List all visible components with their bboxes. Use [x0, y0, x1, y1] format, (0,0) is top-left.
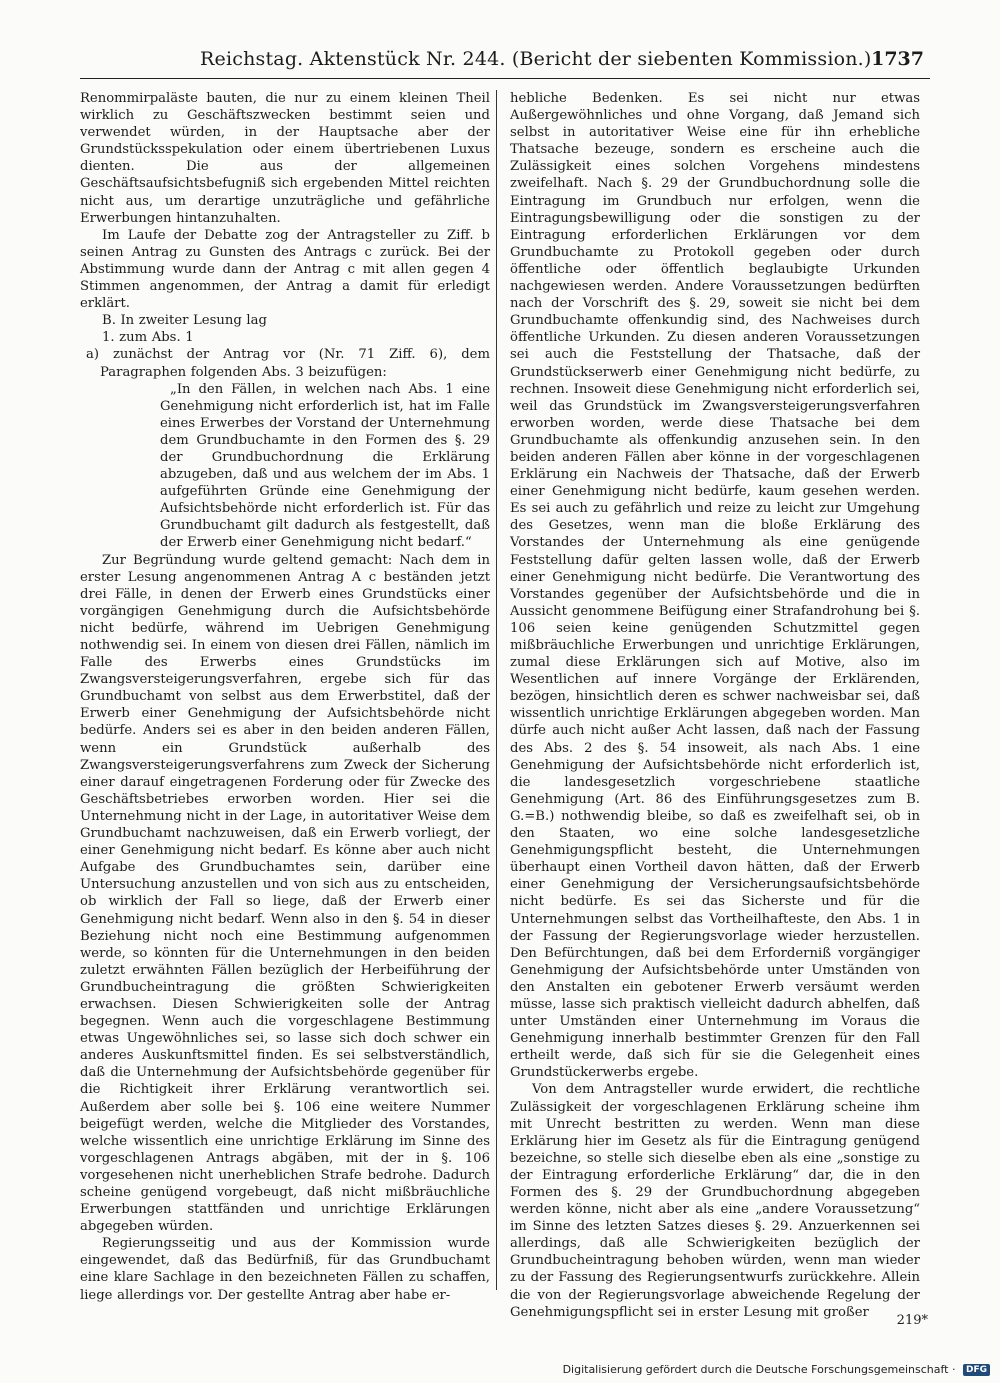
page-header	[80, 46, 930, 79]
paragraph: Im Laufe der Debatte zog der Antragsteller zu Ziff. b seinen Antrag zu Gunsten des Antrags c zurück. Bei der Abstimmung wurde dann der Antrag c mit allen gegen 4 Stimmen angenommen, der Antrag a damit für erledigt erklärt.	[80, 227, 490, 312]
right-column	[510, 90, 920, 1320]
paragraph: Von dem Antragsteller wurde erwidert, die rechtliche Zulässigkeit der vorgeschlagenen Erklärung scheine ihm mit Unrecht bestritten zu werden. Wenn man diese Erklärung hier im Gesetz als für die Eintragung genügend bezeichne, so stelle sich dieselbe eben als eine „sonstige zu der Eintragung erforderliche Erklärung“ dar, die in den Formen des §. 29 der Grundbuchordnung abgegeben werden könne, nicht aber als eine „andere Voraussetzung“ im Sinne des letzten Satzes dieses §. 29. Anzuerkennen sei allerdings, daß alle Schwierigkeiten bezüglich der Grundbucheintragung behoben würden, wenn man wieder zu der Fassung des Regierungsentwurfs zurückkehre. Allein die von der Regierungsvorlage abweichende Regelung der Genehmigungspflicht sei in erster Lesung mit großer	[510, 1082, 920, 1320]
left-column	[80, 90, 490, 1310]
running-title: Reichstag. Aktenstück Nr. 244. (Bericht der siebenten Kommission.)	[200, 48, 872, 70]
sheet-signature: 219*	[896, 1313, 928, 1328]
paragraph: hebliche Bedenken. Es sei nicht nur etwas Außergewöhnliches und ohne Vorgang, daß Jemand sich selbst in autoritativer Weise eine für ihn erhebliche Thatsache bezeuge, sondern es erscheine auch die Zulässigkeit eines solchen Vorgehens mindestens zweifelhaft. Nach §. 29 der Grundbuchordnung solle die Eintragung im Grundbuch nur erfolgen, wenn die Eintragungsbewilligung oder die sonstigen zu der Eintragung erforderlichen Erklärungen vor dem Grundbuchamte zu Protokoll gegeben oder durch öffentliche oder öffentlich beglaubigte Urkunden nachgewiesen werden. Andere Voraussetzungen bedürften nach der Vorschrift des §. 29, soweit sie nicht bei dem Grundbuchamte offenkundig sind, des Nachweises durch öffentliche Urkunden. Zu diesen anderen Voraussetzungen sei auch die Feststellung der Thatsache, daß der Grundstückserwerb einer Genehmigung nicht bedürfe, zu rechnen. Insoweit diese Genehmigung nicht erforderlich sei, weil das Grundstück im Zwangsversteigerungsverfahren erworben worden, werde diese Thatsache bei dem Grundbuchamte als offenkundig anzusehen sein. In den beiden anderen Fällen aber könne in der vorgeschlagenen Erklärung ein Nachweis der Thatsache, daß der Erwerb einer Genehmigung nicht bedürfe, kaum gesehen werden. Es sei auch zu gefährlich und reize zu leicht zur Umgehung des Gesetzes, wenn man die bloße Erklärung des Vorstandes der Unternehmung als eine genügende Feststellung dafür gelten lassen wolle, daß der Erwerb einer Genehmigung nicht bedürfe. Die Verantwortung des Vorstandes gegenüber der Aufsichtsbehörde und die in Aussicht genommene Beifügung einer Strafandrohung bei §. 106 seien keine genügenden Schutzmittel gegen mißbräuchliche Erwerbungen und unrichtige Erklärungen, zumal diese Erklärungen sich auf Motive, also im Wesentlichen auf innere Vorgänge der Erklärenden, bezögen, hinsichtlich deren es schwer nachweisbar sei, daß wissentlich unrichtige Erklärungen abgegeben worden. Man dürfe auch nicht außer Acht lassen, daß nach der Fassung des Abs. 2 des §. 54 insoweit, als nach Abs. 1 eine Genehmigung der Aufsichtsbehörde nicht erforderlich ist, die landesgesetzlich vorgeschriebene staatliche Genehmigung (Art. 86 des Einführungsgesetzes zum B. G.=B.) nothwendig bleibe, so daß es zweifelhaft sei, ob in den Staaten, wo eine solche landesgesetzliche Genehmigungspflicht besteht, die Unternehmungen überhaupt einen Vortheil davon hätten, daß der Erwerb einer Genehmigung der Versicherungsaufsichtsbehörde nicht bedürfe. Es sei das Sicherste und für die Unternehmungen selbst das Vortheilhafteste, den Abs. 1 in der Fassung der Regierungsvorlage wieder herzustellen. Den Befürchtungen, daß bei dem Erforderniß vorgängiger Genehmigung der Aufsichtsbehörde unter Umständen von den Anstalten ein gebotener Erwerb versäumt werden müsse, lasse sich praktisch vielleicht dadurch abhelfen, daß unter Umständen einer Unternehmung im Voraus die Genehmigung innerhalb bestimmter Grenzen für den Fall ertheilt werde, daß sich für sie die Gelegenheit eines Grundstückerwerbs ergebe.	[510, 91, 920, 1081]
paragraph: Renommirpaläste bauten, die nur zu einem kleinen Theil wirklich zu Geschäftszwecken bestimmt seien und verwendet würden, in der Hauptsache aber der Grundstücksspekulation oder einem übertriebenen Luxus dienten. Die aus der allgemeinen Geschäftsaufsichtsbefugniß sich ergebenden Mittel reichten nicht aus, um derartige unzuträgliche und gefährliche Erwerbungen hintanzuhalten.	[80, 91, 490, 226]
footer-text: Digitalisierung gefördert durch die Deutsche Forschungsgemeinschaft ·	[562, 1363, 956, 1376]
page-number: 1737	[871, 48, 924, 70]
column-divider	[496, 90, 497, 1290]
quoted-paragraph: „In den Fällen, in welchen nach Abs. 1 eine Genehmigung nicht erforderlich ist, hat im Falle eines Erwerbes der Vorstand der Unternehmung dem Grundbuchamte in den Formen des §. 29 der Grundbuchordnung die Erklärung abzugeben, daß und aus welchem der im Abs. 1 aufgeführten Gründe eine Genehmigung der Aufsichtsbehörde nicht erforderlich ist. Für das Grundbuchamt gilt dadurch als festgestellt, daß der Erwerb einer Genehmigung nicht bedarf.“	[160, 381, 490, 551]
dfg-logo: DFG	[963, 1364, 990, 1376]
sub-item: a) zunächst der Antrag vor (Nr. 71 Ziff. 6), dem Paragraphen folgenden Abs. 3 beizufügen:	[86, 347, 490, 380]
list-item: 1. zum Abs. 1	[102, 330, 194, 346]
paragraph: Regierungsseitig und aus der Kommission wurde eingewendet, daß das Bedürfniß, für das Grundbuchamt eine klare Sachlage in den bezeichneten Fällen zu schaffen, liege allerdings vor. Der gestellte Antrag aber habe er-	[80, 1236, 490, 1303]
footer-credit	[560, 1363, 990, 1379]
section-heading: B. In zweiter Lesung lag	[102, 313, 267, 329]
paragraph: Zur Begründung wurde geltend gemacht: Nach dem in erster Lesung angenommenen Antrag A c beständen jetzt drei Fälle, in denen der Erwerb eines Grundstücks einer vorgängigen Genehmigung durch die Aufsichtsbehörde nicht bedürfe, während im Uebrigen Genehmigung nothwendig sei. In einem von diesen drei Fällen, nämlich im Falle des Erwerbs eines Grundstücks im Zwangsversteigerungsverfahren, ergebe sich für das Grundbuchamt von selbst aus dem Erwerbstitel, daß der Erwerb einer Genehmigung der Aufsichtsbehörde nicht bedürfe. Anders sei es aber in den beiden anderen Fällen, wenn ein Grundstück außerhalb des Zwangsversteigerungsverfahrens zum Zweck der Sicherung einer darauf eingetragenen Forderung oder für Zwecke des Geschäftsbetriebes erworben worden. Hier sei die Unternehmung nicht in der Lage, in autoritativer Weise dem Grundbuchamt nachzuweisen, daß ein Erwerb vorliegt, der einer Genehmigung nicht bedarf. Es könne aber auch nicht Aufgabe des Grundbuchamtes sein, darüber eine Untersuchung anzustellen und von sich aus zu entscheiden, ob wirklich der Fall so liege, daß der Erwerb einer Genehmigung nicht bedarf. Wenn also in den §. 54 in dieser Beziehung nicht noch eine Bestimmung aufgenommen werde, so könnten für die Unternehmungen in den beiden zuletzt erwähnten Fällen bezüglich der Herbeiführung der Grundbucheintragung die größten Schwierigkeiten erwachsen. Diesen Schwierigkeiten solle der Antrag begegnen. Wenn auch die vorgeschlagene Bestimmung etwas Ungewöhnliches sei, so lasse sich doch schwer ein anderes Auskunftsmittel finden. Es sei selbstverständlich, daß die Unternehmung der Aufsichtsbehörde gegenüber für die Richtigkeit ihrer Erklärung verantwortlich sei. Außerdem aber solle bei §. 106 eine weitere Nummer beigefügt werden, welche die Mitglieder des Vorstandes, welche wissentlich eine unrichtige Erklärung im Sinne des vorgeschlagenen Antrags abgäben, mit der in §. 106 vorgesehenen nicht unerheblichen Strafe bedrohe. Dadurch scheine genügend vorgebeugt, daß nicht mißbräuchliche Erwerbungen stattfänden und unrichtige Erklärungen abgegeben würden.	[80, 552, 490, 1235]
